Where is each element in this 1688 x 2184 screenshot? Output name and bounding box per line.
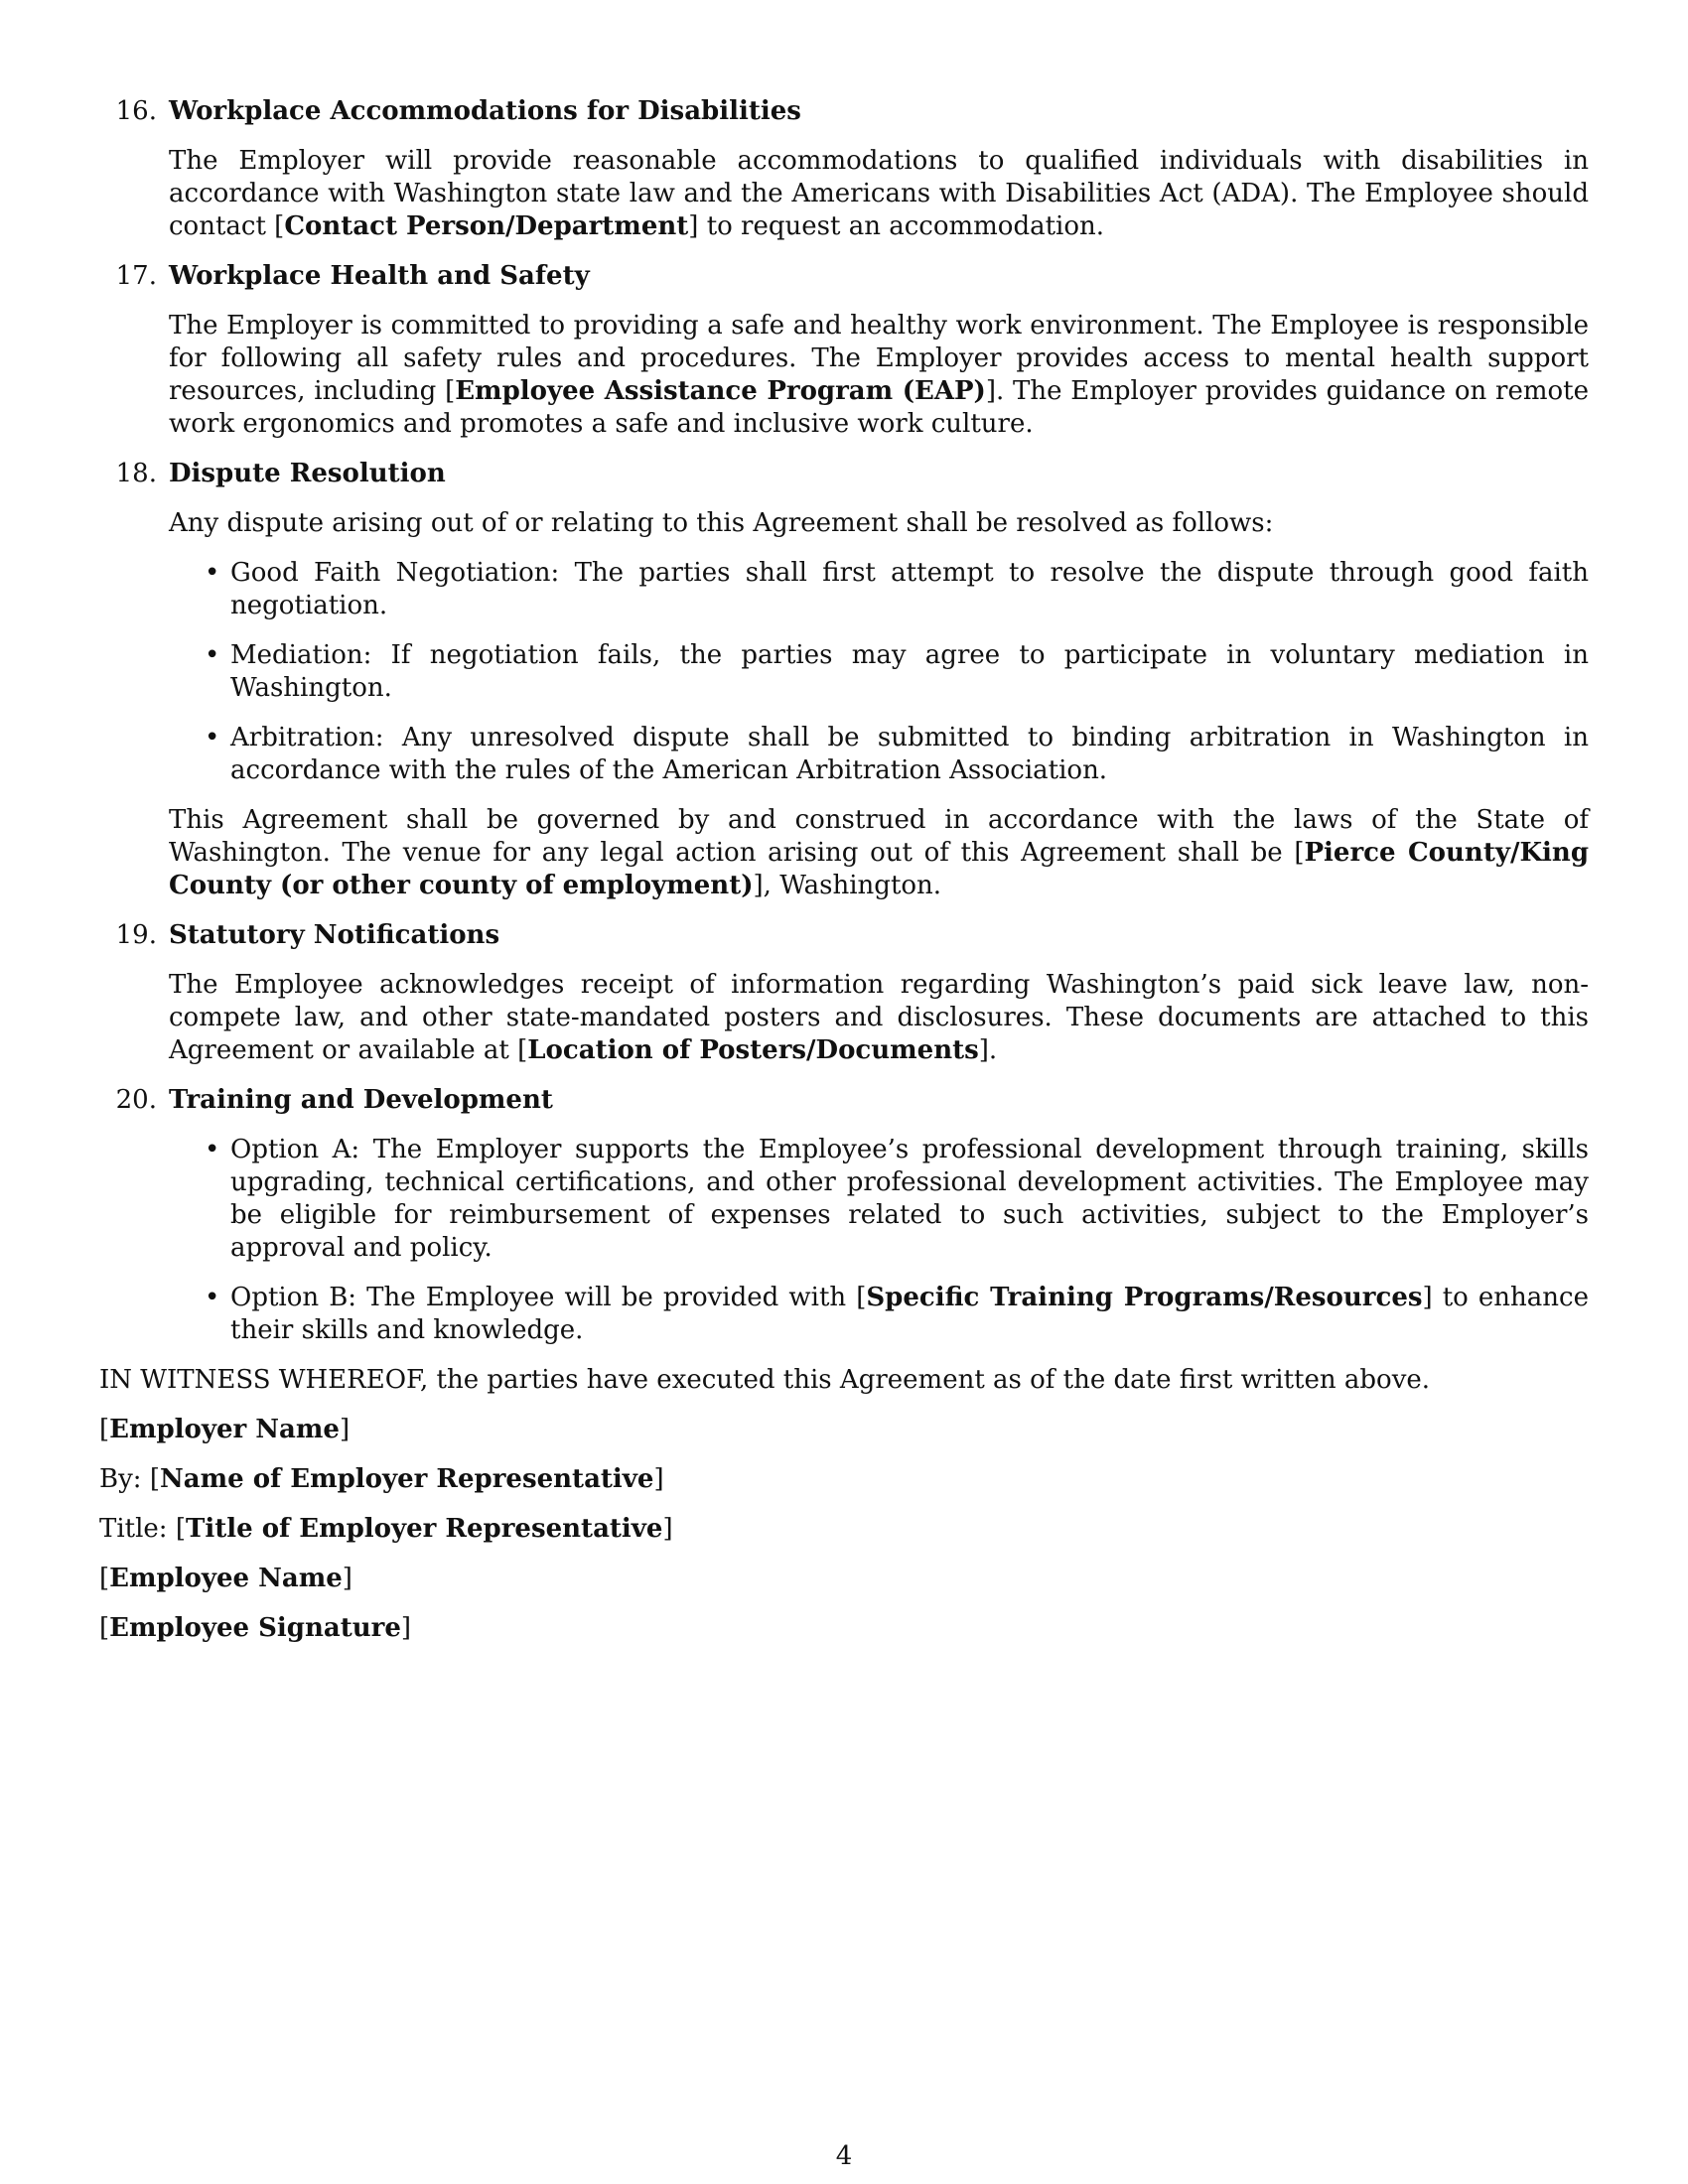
training-options-list (169, 1134, 1589, 1347)
signature-employee-signature: [Employee Signature] (99, 1613, 412, 1643)
placeholder-field: Pierce County/King County (or other county of employment) (169, 838, 1589, 900)
list-item: • Option A: The Employer supports the Employee’s professional development through training, skills upgrading, technical certifications, and other professional development activities. The Employee may be eligible for reimbursement of expenses related to such activities, subject to the Employer’s approval and policy. (230, 1134, 1589, 1265)
section-paragraph: This Agreement shall be governed by and construed in accordance with the laws of the State of Washington. The venue for any legal action arising out of this Agreement shall be [Pierce County/King County (or other county of employment)], Washington. (169, 805, 1589, 900)
page-number: 4 (835, 2141, 853, 2171)
dispute-steps-list (169, 557, 1589, 787)
list-item: • Mediation: If negotiation fails, the parties may agree to participate in voluntary mediation in Washington. (230, 639, 1589, 705)
section-18 (99, 458, 1589, 902)
placeholder-field: Location of Posters/Documents (527, 1035, 979, 1065)
section-paragraph: The Employer is committed to providing a safe and healthy work environment. The Employee is responsible for following all safety rules and procedures. The Employer provides access to mental health support resources, including [Employee Assistance Program (EAP)]. The Employer provides guidance on remote work ergonomics and promotes a safe and inclusive work culture. (169, 311, 1589, 439)
section-16 (99, 95, 1589, 243)
list-item: • Good Faith Negotiation: The parties shall first attempt to resolve the dispute through good faith negotiation. (230, 557, 1589, 622)
section-number: 17. (115, 261, 157, 291)
list-item: • Option B: The Employee will be provided with [Specific Training Programs/Resources] to enhance their skills and knowledge. (230, 1282, 1589, 1347)
witness-clause: IN WITNESS WHEREOF, the parties have executed this Agreement as of the date first written above. (99, 1365, 1431, 1395)
section-19 (99, 919, 1589, 1067)
section-number: 19. (115, 920, 157, 950)
placeholder-field: Employee Assistance Program (EAP) (455, 376, 986, 406)
section-title: Training and Development (169, 1085, 553, 1115)
signature-employee-name: [Employee Name] (99, 1564, 352, 1593)
signature-by-line: By: [Name of Employer Representative] (99, 1464, 664, 1494)
section-title: Dispute Resolution (169, 459, 446, 488)
section-number: 16. (115, 96, 157, 126)
placeholder-field: Specific Training Programs/Resources (866, 1283, 1423, 1312)
section-number: 18. (115, 459, 157, 488)
section-paragraph: The Employee acknowledges receipt of information regarding Washington’s paid sick leave law, non-compete law, and other state-mandated posters and disclosures. These documents are attached to this Agreement or available at [Location of Posters/Documents]. (169, 970, 1589, 1065)
section-paragraph: The Employer will provide reasonable accommodations to qualified individuals with disabilities in accordance with Washington state law and the Americans with Disabilities Act (ADA). The Employee should contact [Contact Person/Department] to request an accommodation. (169, 146, 1589, 241)
section-title: Statutory Notifications (169, 920, 500, 950)
signature-title-line: Title: [Title of Employer Representative] (99, 1514, 673, 1544)
list-item: • Arbitration: Any unresolved dispute shall be submitted to binding arbitration in Washington in accordance with the rules of the American Arbitration Association. (230, 722, 1589, 787)
section-title: Workplace Health and Safety (169, 261, 590, 291)
section-title: Workplace Accommodations for Disabilities (169, 96, 801, 126)
signature-employer-name: [Employer Name] (99, 1415, 351, 1444)
placeholder-field: Contact Person/Department (284, 211, 689, 241)
section-number: 20. (115, 1085, 157, 1115)
section-intro: Any dispute arising out of or relating to this Agreement shall be resolved as follows: (169, 508, 1274, 538)
document-page (99, 95, 1589, 1662)
section-17 (99, 260, 1589, 441)
section-20 (99, 1084, 1589, 1347)
